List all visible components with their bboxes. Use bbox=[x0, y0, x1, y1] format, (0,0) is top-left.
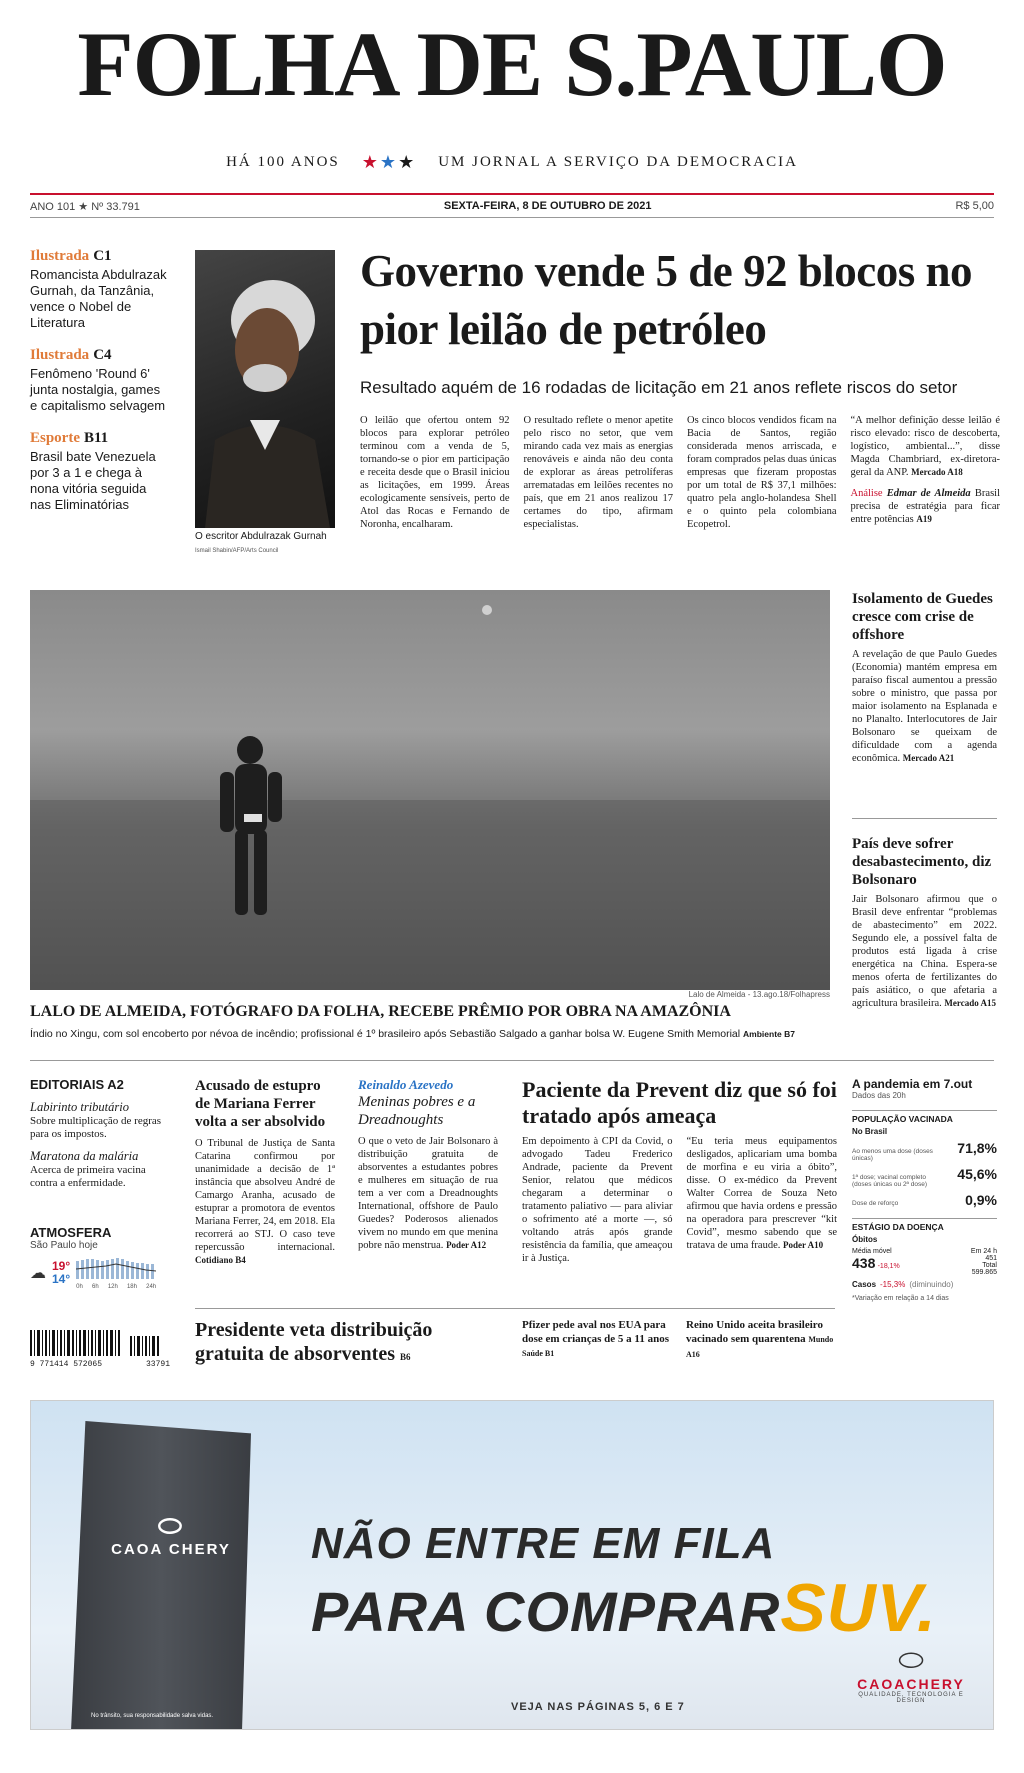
analysis-ref[interactable]: A19 bbox=[916, 514, 932, 524]
price: R$ 5,00 bbox=[955, 200, 994, 212]
caption-text: O escritor Abdulrazak Gurnah bbox=[195, 531, 327, 542]
ad-footer: VEJA NAS PÁGINAS 5, 6 E 7 bbox=[511, 1701, 685, 1713]
brief-text: Romancista Abdulrazak Gurnah, da Tanzânia, vence o Nobel de Literatura bbox=[30, 267, 167, 330]
hour-tick: 6h bbox=[91, 1284, 99, 1290]
divider bbox=[30, 217, 994, 218]
story-reino-unido[interactable] bbox=[686, 1318, 836, 1362]
ad-headline-2 bbox=[311, 1569, 937, 1647]
photo-desc-text: Índio no Xingu, com sol encoberto por névoa de incêndio; profissional é 1º brasileiro após Sebastião Salgado a ganhar bolsa W. Eugene Smith Memorial bbox=[30, 1028, 741, 1040]
building-logo bbox=[101, 1511, 241, 1558]
cases-label: Casos bbox=[852, 1280, 877, 1289]
last24-label: Em 24 h bbox=[970, 1248, 997, 1255]
story-body: O que o veto de Jair Bolsonaro à distribuição gratuita de absorventes a estudantes pobres e mulheres em situação de rua tem a ver com a Dreadnoughts International, offshore de Paulo Guedes? Poderosos alienados vivem no mundo em que menina pobre não menstrua. bbox=[358, 1136, 498, 1251]
brief-page: B11 bbox=[84, 430, 109, 446]
photo-scene bbox=[30, 590, 830, 990]
side-text bbox=[852, 648, 997, 765]
hour-tick: 0h bbox=[76, 1284, 83, 1290]
masthead-title: FOLHA DE S.PAULO bbox=[77, 13, 947, 115]
lead-body bbox=[360, 414, 1000, 531]
vaccination-row bbox=[852, 1140, 997, 1162]
chery-logo-icon: ⬭ bbox=[158, 1510, 184, 1541]
brief-text: Fenômeno 'Round 6' junta nostalgia, games e capitalismo selvagem bbox=[30, 366, 166, 413]
building-brand-text: CAOA CHERY bbox=[111, 1541, 231, 1558]
story-ref[interactable]: Poder A12 bbox=[446, 1240, 487, 1250]
briefs-column bbox=[30, 248, 170, 529]
story-body: O Tribunal de Justiça de Santa Catarina confirmou por unanimidade a decisão de 1ª instância que absolveu André de Camargo Aranha, acusado de estuprar a promotora de eventos Mariana Ferrer, 24, em 2018. Ela recorrerá ao STJ. O caso teve repercussão internacional. bbox=[195, 1138, 335, 1253]
pandemic-box bbox=[852, 1077, 997, 1302]
cases-note: (diminuindo) bbox=[909, 1280, 954, 1289]
dealership-building bbox=[71, 1421, 251, 1730]
since-label: HÁ 100 ANOS bbox=[226, 154, 340, 170]
total-value: 599.865 bbox=[971, 1269, 997, 1276]
column-reinaldo[interactable] bbox=[358, 1077, 498, 1252]
story-mariana[interactable] bbox=[195, 1077, 335, 1267]
total-label: Total bbox=[982, 1262, 997, 1269]
story-ref[interactable]: Cotidiano B4 bbox=[195, 1255, 246, 1265]
story-ref[interactable]: Poder A10 bbox=[783, 1240, 824, 1250]
editorial-text: Sobre multiplicação de regras para os impostos. bbox=[30, 1115, 162, 1140]
ad-disclaimer: No trânsito, sua responsabilidade salva vidas. bbox=[91, 1713, 214, 1719]
avg-change: -18,1% bbox=[877, 1263, 900, 1270]
ad-logo bbox=[851, 1646, 971, 1704]
author-portrait[interactable] bbox=[195, 250, 335, 528]
pandemic-title: A pandemia em 7.out bbox=[852, 1077, 973, 1091]
vaccination-title: POPULAÇÃO VACINADA bbox=[852, 1110, 997, 1124]
barcode-digits: 9 771414 572065 bbox=[30, 1360, 103, 1369]
side-body: Jair Bolsonaro afirmou que o Brasil deve enfrentar “problemas de abastecimento” em 2022. Segundo ele, a possível falta de produtos está ligada à crise energética na China. Espera-se menos oferta de fertilizantes do país asiático, o que afetaria a agricultura brasileira. bbox=[852, 894, 997, 1009]
story-col-1: Em depoimento à CPI da Covid, o advogado Tadeu Frederico Andrade, paciente da Prevent Senior, relatou que médicos chegaram a determinar o tratamento paliativo — para aliviar o sofrimento até a morte —, só voltando atrás após grande resistência da família, que ameaçou ir à Justiça. bbox=[522, 1136, 673, 1264]
edition-date: SEXTA-FEIRA, 8 DE OUTUBRO DE 2021 bbox=[443, 200, 652, 212]
side-ref[interactable]: Mercado A15 bbox=[944, 998, 996, 1008]
analysis-text: Brasil precisa de estratégia para ficar entre potências bbox=[850, 488, 1000, 525]
weather-location: São Paulo hoje bbox=[30, 1240, 98, 1251]
editorials bbox=[30, 1077, 170, 1190]
row-value: 0,9% bbox=[965, 1192, 997, 1208]
brief-item[interactable] bbox=[30, 248, 170, 331]
photo-ref[interactable]: Ambiente B7 bbox=[743, 1029, 795, 1039]
ad-headline-2-text: PARA COMPRAR bbox=[311, 1580, 781, 1643]
analysis-label: Análise bbox=[850, 488, 883, 499]
weather-box bbox=[30, 1225, 170, 1290]
lead-quote: “A melhor definição desse leilão é risco elevado: risco de descoberta, logístico, ambiental...”, disse Magda Chambriard, ex-diretora-geral da ANP. bbox=[850, 415, 1000, 478]
editorial-text: Acerca de primeira vacina contra a enfermidade. bbox=[30, 1164, 146, 1189]
avg-label: Média móvel bbox=[852, 1248, 892, 1255]
logo-name-1: CAOA bbox=[857, 1676, 907, 1692]
row-value: 71,8% bbox=[957, 1140, 997, 1156]
columnist-name: Reinaldo Azevedo bbox=[358, 1077, 454, 1092]
dateline bbox=[30, 200, 994, 213]
lead-headline[interactable]: Governo vende 5 de 92 blocos no pior leilão de petróleo bbox=[360, 246, 973, 354]
lead-col-2: O resultado reflete o menor apetite pelo risco no setor, que vem mirando cada vez mais as energias renováveis e ainda não deu conta de explorar as áreas petrolíferas arrematadas em leilões recentes no país, que em 21 anos realizou 17 certames do tipo, afirmam especialistas. bbox=[523, 415, 673, 530]
ad-accent: SUV. bbox=[780, 1570, 937, 1646]
barcode-code: 33791 bbox=[145, 1360, 170, 1369]
side-headline: País deve sofrer desabastecimento, diz Bolsonaro bbox=[852, 836, 992, 888]
hour-tick: 24h bbox=[146, 1284, 157, 1290]
advertisement[interactable] bbox=[30, 1400, 994, 1730]
story-body: “Eu teria meus equipamentos desligados, aplicariam uma bomba de morfina e eu viria a óbito”, disse. O ex-médico da Prevent Walter Correa de Souza Neto afirmou que havia ordens e pressão na operadora para prescrever “kit Covid”, mesmo sabendo que se tratava de uma fraude. bbox=[686, 1136, 837, 1251]
brief-page: C4 bbox=[93, 347, 112, 363]
red-rule bbox=[30, 193, 994, 195]
divider bbox=[30, 1060, 994, 1061]
country-label: No Brasil bbox=[852, 1127, 888, 1136]
main-photo[interactable] bbox=[30, 590, 830, 990]
brief-item[interactable] bbox=[30, 347, 170, 414]
logo-name-2: CHERY bbox=[906, 1676, 965, 1692]
lead-ref[interactable]: Mercado A18 bbox=[911, 467, 963, 477]
story-headline: Presidente veta distribuição gratuita de absorventes bbox=[195, 1319, 433, 1365]
tagline bbox=[0, 152, 1024, 173]
last24-value: 451 bbox=[985, 1255, 997, 1262]
brief-section: Ilustrada bbox=[30, 248, 90, 264]
hour-tick: 12h bbox=[107, 1284, 118, 1290]
story-ref[interactable]: Mundo A16 bbox=[686, 1335, 834, 1359]
pandemic-footnote: *Variação em relação a 14 dias bbox=[852, 1295, 949, 1302]
photo-description bbox=[30, 1028, 840, 1040]
side-headline: Isolamento de Guedes cresce com crise de offshore bbox=[852, 591, 993, 643]
side-story-guedes[interactable] bbox=[852, 590, 997, 765]
column-title: Meninas pobres e a Dreadnoughts bbox=[358, 1094, 476, 1128]
story-col-2 bbox=[687, 1135, 838, 1265]
photo-credit: Lalo de Almeida - 13.ago.18/Folhapress bbox=[688, 990, 830, 999]
story-veto[interactable] bbox=[195, 1318, 495, 1369]
lead-col-3: Os cinco blocos vendidos ficam na Bacia de Santos, região considerada menos arriscada, e foram comprados pelas duas únicas empresas que fizeram propostas por um total de R$ 37,1 milhões: quatro pela anglo-holandesa Shell e o quinto pela colombiana Ecopetrol. bbox=[687, 415, 837, 530]
lead-col-1: O leilão que ofertou ontem 92 blocos para explorar petróleo terminou com a venda de 5, tornando-se o pior em participação e receita desde que o Brasil iniciou as licitações, em 1999. Áreas ecologicamente sensíveis, perto de Atol das Rocas e Fernando de Noronha, encalharam. bbox=[360, 415, 510, 530]
brief-page: C1 bbox=[93, 248, 112, 264]
ad-headline-1: NÃO ENTRE EM FILA bbox=[311, 1519, 776, 1568]
editorials-title: EDITORIAIS A2 bbox=[30, 1077, 124, 1092]
stars-icon: ★★★ bbox=[361, 152, 417, 172]
story-headline: Acusado de estupro de Mariana Ferrer volta a ser absolvido bbox=[195, 1078, 326, 1130]
story-prevent[interactable] bbox=[522, 1077, 837, 1265]
portrait-caption bbox=[195, 530, 340, 558]
editorial-title[interactable]: Labirinto tributário bbox=[30, 1100, 129, 1114]
editorial-title[interactable]: Maratona da malária bbox=[30, 1149, 139, 1163]
lead-subhead: Resultado aquém de 16 rodadas de licitação em 21 anos reflete riscos do setor bbox=[360, 378, 958, 397]
hour-tick: 18h bbox=[126, 1284, 137, 1290]
row-value: 45,6% bbox=[957, 1166, 997, 1182]
story-text bbox=[358, 1135, 498, 1252]
deaths-row bbox=[852, 1248, 997, 1276]
analysis-author: Edmar de Almeida bbox=[886, 488, 971, 499]
brief-item[interactable] bbox=[30, 430, 170, 513]
side-body: A revelação de que Paulo Guedes (Economia) mantém empresa em paraíso fiscal aumentou a pressão sobre o ministro, que passa por maior isolamento na Esplanada e no Planalto. Interlocutores de Jair Bolsonaro se queixam de dificuldade com a agenda econômica. bbox=[852, 649, 997, 764]
side-ref[interactable]: Mercado A21 bbox=[902, 753, 955, 763]
brief-section: Esporte bbox=[30, 430, 80, 446]
row-label: 1ª dose; vacinal completo (doses únicas ou 2ª dose) bbox=[852, 1174, 928, 1188]
side-text bbox=[852, 893, 997, 1010]
caption-credit: Ismail Shabin/AFP/Arts Council bbox=[195, 548, 279, 554]
story-text bbox=[195, 1137, 335, 1267]
story-pfizer[interactable] bbox=[522, 1318, 672, 1361]
row-label: Dose de reforço bbox=[852, 1200, 899, 1207]
story-headline: Reino Unido aceita brasileiro vacinado sem quarentena bbox=[686, 1319, 823, 1345]
edition-number: ANO 101 ★ Nº 33.791 bbox=[30, 201, 140, 213]
avg-value: 438 bbox=[852, 1255, 876, 1271]
barcode bbox=[30, 1330, 170, 1369]
weather-title: ATMOSFERA bbox=[30, 1225, 112, 1240]
ad-slogan: QUALIDADE, TECNOLOGIA E DESIGN bbox=[858, 1692, 964, 1704]
story-ref[interactable]: B6 bbox=[399, 1352, 411, 1362]
temp-high: 19° bbox=[52, 1258, 71, 1273]
cases-row bbox=[852, 1280, 997, 1289]
chery-logo-icon: ⬭ bbox=[898, 1644, 924, 1677]
lead-col-4 bbox=[851, 414, 1001, 531]
story-headline: Paciente da Prevent diz que só foi tratado após ameaça bbox=[522, 1077, 837, 1128]
temp-low: 14° bbox=[52, 1271, 71, 1286]
deaths-label: Óbitos bbox=[852, 1235, 878, 1244]
cloud-rain-icon: ☁ bbox=[30, 1264, 46, 1282]
story-headline: Pfizer pede aval nos EUA para dose em crianças de 5 a 11 anos bbox=[522, 1319, 669, 1345]
row-label: Ao menos uma dose (doses únicas) bbox=[852, 1148, 933, 1162]
portrait-illustration bbox=[195, 250, 335, 528]
divider bbox=[195, 1308, 835, 1309]
stage-title: ESTÁGIO DA DOENÇA bbox=[852, 1218, 997, 1232]
photo-title[interactable]: LALO DE ALMEIDA, FOTÓGRAFO DA FOLHA, RECEBE PRÊMIO POR OBRA NA AMAZÔNIA bbox=[30, 1003, 731, 1020]
vaccination-row bbox=[852, 1192, 997, 1208]
vaccination-row bbox=[852, 1166, 997, 1188]
brief-text: Brasil bate Venezuela por 3 a 1 e chega à nona vitória seguida nas Eliminatórias bbox=[30, 449, 156, 512]
pandemic-subtitle: Dados das 20h bbox=[852, 1091, 906, 1100]
story-ref[interactable]: Saúde B1 bbox=[522, 1349, 555, 1358]
side-story-bolsonaro[interactable] bbox=[852, 835, 997, 1010]
temperature-chart bbox=[76, 1255, 156, 1290]
motto: UM JORNAL A SERVIÇO DA DEMOCRACIA bbox=[438, 154, 798, 170]
divider bbox=[852, 818, 997, 819]
cases-change: -15,3% bbox=[880, 1280, 906, 1289]
brief-section: Ilustrada bbox=[30, 347, 90, 363]
